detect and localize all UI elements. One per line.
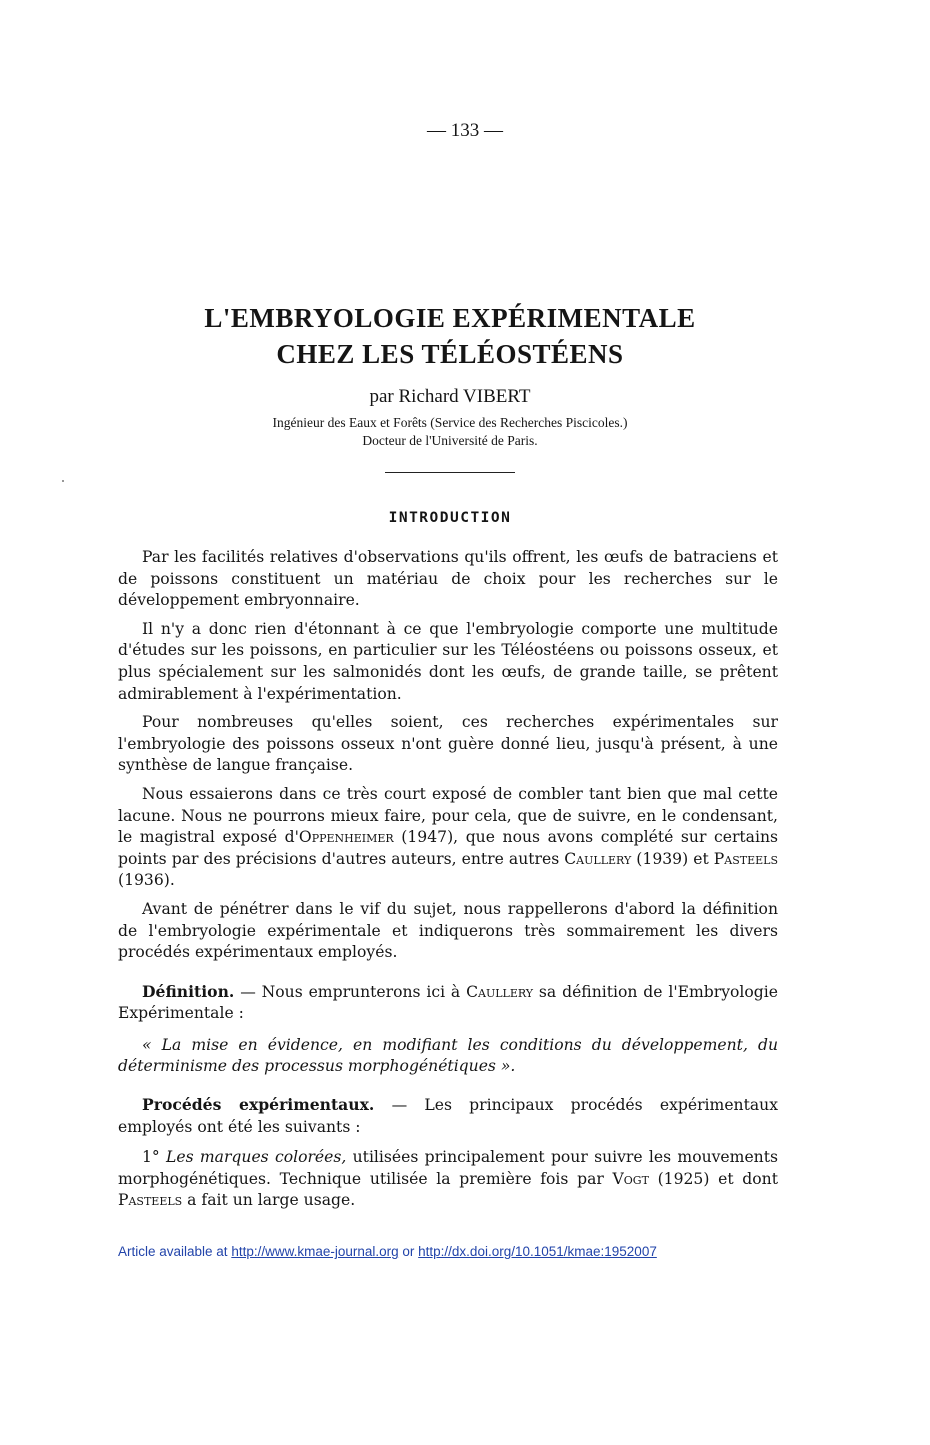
footer-prefix: Article available at — [118, 1244, 232, 1259]
paragraph-3: Pour nombreuses qu'elles soient, ces recherches expérimentales sur l'embryologie des poissons osseux n'ont guère donné lieu, jusqu'à présent, à une synthèse de langue française. — [118, 713, 778, 775]
author-ref-pasteels-2: Pasteels — [118, 1191, 183, 1210]
author-line: par Richard VIBERT — [369, 386, 531, 407]
list-item-1 — [118, 1147, 778, 1212]
list-item-1-text-2: (1925) et dont — [648, 1169, 778, 1188]
scan-speck — [62, 480, 64, 482]
footer-availability — [118, 1244, 657, 1259]
definition-paragraph — [118, 981, 778, 1025]
list-item-1-title: Les marques colorées, — [166, 1148, 347, 1167]
paragraph-4-text-1: Nous essaierons dans ce très court exposé de combler tant bien que mal cette lacune. Nous ne pourrons mieux faire, pour cela, que de suivre, en le condensant, le magistral exposé d' — [118, 784, 778, 847]
article-body — [118, 547, 778, 1219]
title-line-2: CHEZ LES TÉLÉOSTÉENS — [276, 339, 624, 369]
list-item-1-text-3: a fait un large usage. — [182, 1191, 356, 1210]
definition-text-2: sa définition de l'Embryologie Expérimentale : — [118, 982, 778, 1023]
author-ref-caullery: Caullery — [564, 849, 632, 868]
section-heading-introduction: INTRODUCTION — [388, 510, 512, 526]
paragraph-4-text-4: (1936). — [118, 871, 175, 890]
title-divider — [385, 472, 515, 473]
author-ref-oppenheimer: Oppenheimer — [298, 828, 394, 847]
procedes-text: — Les principaux procédés expérimentaux employés ont été les suivants : — [118, 1096, 778, 1136]
footer-middle: or — [398, 1244, 419, 1259]
article-title — [0, 300, 900, 372]
definition-author-ref: Caullery — [466, 982, 534, 1001]
paragraph-5: Avant de pénétrer dans le vif du sujet, nous rappellerons d'abord la définition de l'embryologie expérimentale et indiquerons très sommairement les divers procédés expérimentaux employés. — [118, 899, 778, 962]
journal-link[interactable]: http://www.kmae-journal.org — [231, 1244, 399, 1259]
page-number: — 133 — — [427, 120, 503, 141]
list-item-1-text-1: utilisées principalement pour suivre les mouvements morphogénétiques. Technique utilisée la première fois par — [118, 1148, 778, 1188]
definition-quote-text: « La mise en évidence, en modifiant les conditions du développement, du déterminisme des processus morphogénétiques ». — [118, 1035, 778, 1076]
list-item-1-number: 1° — [142, 1148, 160, 1167]
definition-quote — [118, 1035, 778, 1078]
definition-label: Définition. — [142, 981, 235, 1001]
paragraph-2: Il n'y a donc rien d'étonnant à ce que l'embryologie comporte une multitude d'études sur les poissons, en particulier sur les Téléostéens ou poissons osseux, et plus spécialement sur les salmonidés dont les œufs, de grande taille, se prêtent admirablement à l'expérimentation. — [118, 619, 778, 703]
author-ref-vogt: Vogt — [612, 1169, 649, 1188]
paragraph-4-text-2: (1947), que nous avons complété sur certains points par des précisions d'autres auteurs, entre autres — [118, 828, 778, 868]
paragraph-1: Par les facilités relatives d'observations qu'ils offrent, les œufs de batraciens et de poissons constituent un matériau de choix pour les recherches sur le développement embryonnaire. — [118, 548, 778, 610]
paragraph-4-text-3: (1939) et — [631, 849, 714, 868]
definition-text-1: — Nous emprunterons ici à — [234, 982, 467, 1001]
procedes-label: Procédés expérimentaux. — [142, 1095, 375, 1115]
paragraph-4 — [118, 784, 778, 892]
title-line-1: L'EMBRYOLOGIE EXPÉRIMENTALE — [204, 303, 696, 333]
doi-link[interactable]: http://dx.doi.org/10.1051/kmae:1952007 — [418, 1244, 657, 1259]
affiliation-line-2: Docteur de l'Université de Paris. — [362, 433, 538, 448]
author-ref-pasteels: Pasteels — [713, 849, 778, 868]
procedes-paragraph — [118, 1094, 778, 1138]
affiliation-line-1: Ingénieur des Eaux et Forêts (Service des Recherches Piscicoles.) — [272, 415, 628, 430]
